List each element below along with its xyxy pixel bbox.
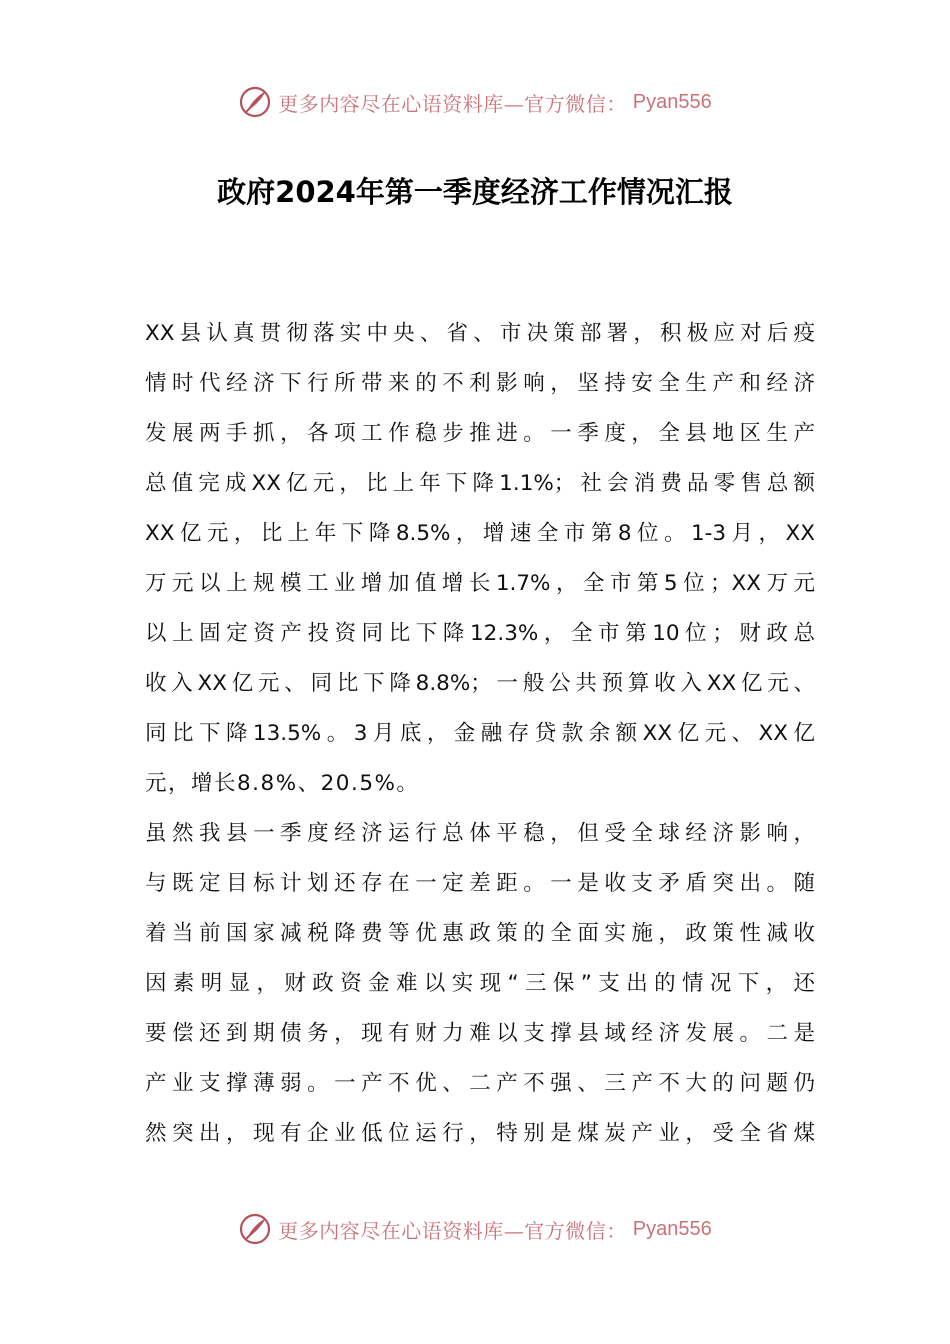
body-line: XX亿元，比上年下降8.5%，增速全市第8位。1-3月，XX bbox=[145, 521, 815, 546]
watermark-wechat-id: Pyan556 bbox=[632, 90, 712, 113]
body-line: 同比下降13.5%。3月底，金融存贷款余额XX亿元、XX亿 bbox=[145, 721, 815, 746]
watermark-wechat-id: Pyan556 bbox=[632, 1217, 712, 1240]
document-title: 政府2024年第一季度经济工作情况汇报 bbox=[217, 175, 733, 209]
body-line: 虽然我县一季度经济运行总体平稳，但受全球经济影响， bbox=[145, 821, 815, 846]
body-line: 与既定目标计划还存在一定差距。一是收支矛盾突出。随 bbox=[145, 871, 815, 896]
body-line: 情时代经济下行所带来的不利影响，坚持安全生产和经济 bbox=[145, 371, 815, 396]
body-line: 以上固定资产投资同比下降12.3%，全市第10位；财政总 bbox=[145, 621, 815, 646]
footer-watermark bbox=[0, 1209, 950, 1249]
header-watermark bbox=[0, 82, 950, 122]
quill-logo-icon bbox=[238, 85, 272, 119]
document-body bbox=[145, 314, 815, 1164]
quill-logo-icon bbox=[238, 1212, 272, 1246]
watermark-text: 更多内容尽在心语资料库—官方微信： bbox=[278, 91, 627, 116]
body-line: 因素明显，财政资金难以实现“三保”支出的情况下，还 bbox=[145, 971, 815, 996]
watermark-text: 更多内容尽在心语资料库—官方微信： bbox=[278, 1218, 627, 1243]
body-line: 产业支撑薄弱。一产不优、二产不强、三产不大的问题仍 bbox=[145, 1071, 815, 1096]
body-line: 然突出，现有企业低位运行，特别是煤炭产业，受全省煤 bbox=[145, 1121, 815, 1146]
body-line: 要偿还到期债务，现有财力难以支撑县域经济发展。二是 bbox=[145, 1021, 815, 1046]
body-line: 着当前国家减税降费等优惠政策的全面实施，政策性减收 bbox=[145, 921, 815, 946]
body-line: 万元以上规模工业增加值增长1.7%，全市第5位；XX万元 bbox=[145, 571, 815, 596]
body-line: 元，增长8.8%、20.5%。 bbox=[145, 771, 420, 796]
body-line: 发展两手抓，各项工作稳步推进。一季度，全县地区生产 bbox=[145, 421, 815, 446]
body-line: XX县认真贯彻落实中央、省、市决策部署，积极应对后疫 bbox=[145, 321, 815, 346]
body-line: 总值完成XX亿元，比上年下降1.1%；社会消费品零售总额 bbox=[145, 471, 815, 496]
body-line: 收入XX亿元、同比下降8.8%；一般公共预算收入XX亿元、 bbox=[145, 671, 815, 696]
